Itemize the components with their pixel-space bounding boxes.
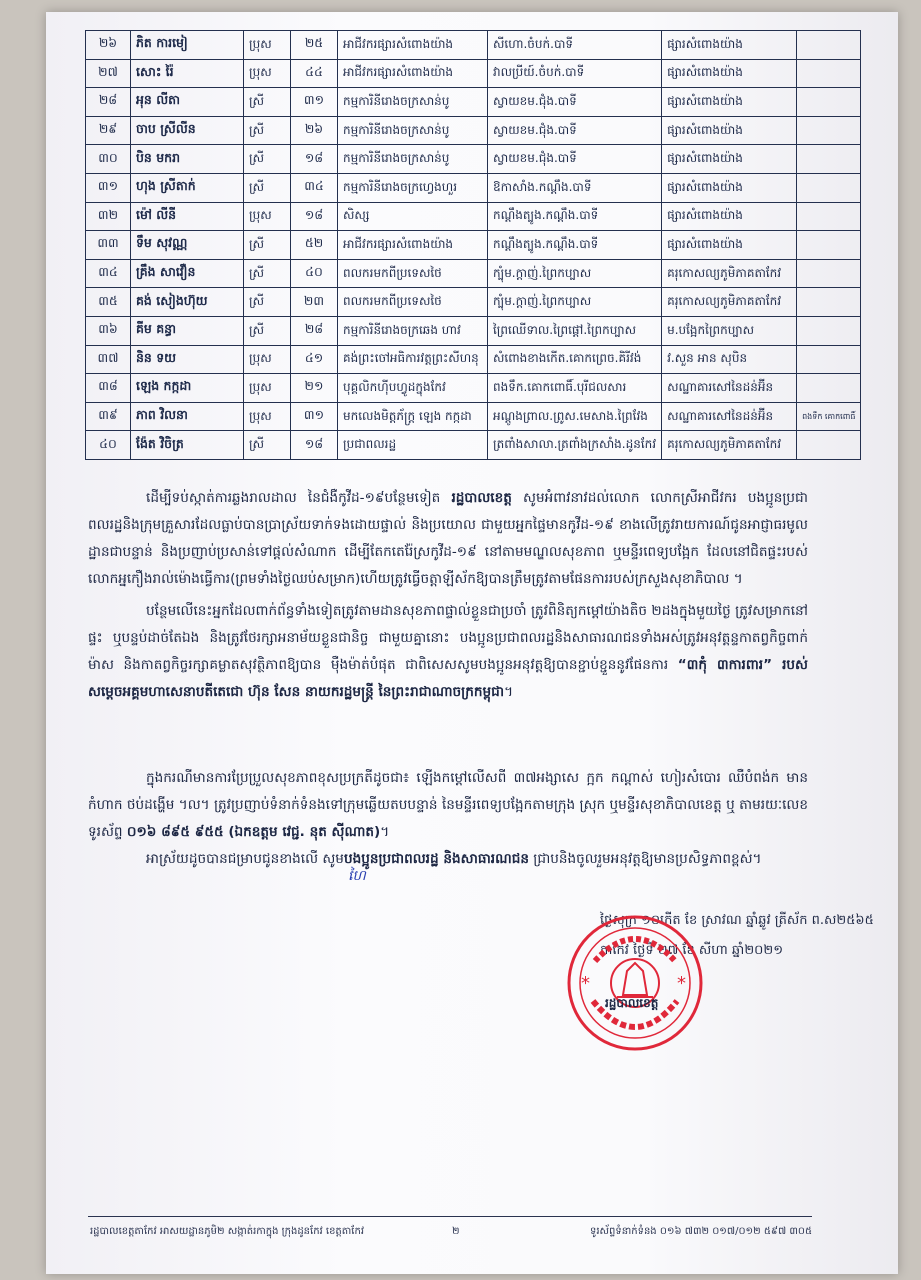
page-number: ២ bbox=[452, 1226, 460, 1237]
person-age: ២៨ bbox=[291, 316, 338, 345]
person-occupation: មកលេងមិត្តភ័ក្ដ្រ ឡេង កក្កដា bbox=[338, 402, 488, 431]
row-number: ៣៩ bbox=[86, 402, 131, 431]
row-number: ៣៧ bbox=[86, 345, 131, 374]
row-note bbox=[797, 288, 861, 317]
person-address: កណ្ដឹងត្បូង.កណ្ដឹង.បាទី bbox=[488, 202, 662, 231]
row-note bbox=[797, 345, 861, 374]
person-sex: ស្រី bbox=[244, 173, 291, 202]
isolation-place: ផ្សារសំពោងយ៉ាង bbox=[662, 173, 797, 202]
person-address: ក្បុំម.ក្ដាញ់.ព្រៃកប្បាស bbox=[488, 288, 662, 317]
row-note bbox=[797, 116, 861, 145]
person-occupation: កម្មការិនីរោងចក្រហ្វេងហួរ bbox=[338, 173, 488, 202]
paragraph-appeal: ដើម្បីទប់ស្កាត់ការឆ្លងរាលដាល នៃជំងឺកូវីដ-១៩បន្ថែមទៀត រដ្ឋបាលខេត្ត សូមអំពាវនាវដល់លោក លោកស្រីអាជីវករ បងប្អូនប្រជាពលរដ្ឋនិងក្រុមគ្រួសារដែលធ្លាប់បានប្រាស្រ័យទាក់ទងដោយផ្ទាល់ និងប្រយោល ជាមួយអ្នកផ្ទៃមានកូវីដ-១៩ ខាងលើត្រូវរាយការណ៍ជូនអាជ្ញាធរមូលដ្ឋានជាបន្ទាន់ និងប្រញាប់ប្រសាន់ទៅផ្ដល់សំណាក ដើម្បីតែកតេរ៉ែស្រកូវីដ-១៩ នៅតាមមណ្ឌលសុខភាព ឬមន្ទីរពេទ្យបង្អែក ដែលនៅជិតផ្ទះរបស់លោកអ្នកឿងរាល់ម៉ោងធ្វើការ(ព្រមទាំងថ្ងៃឈប់សម្រាក)ហើយត្រូវធ្វើចត្តាឡីស័កឱ្យបានត្រឹមត្រូវតាមផែនការរបស់ក្រសួងសុខាភិបាល ។ bbox=[88, 490, 808, 587]
person-sex: ស្រី bbox=[244, 88, 291, 117]
person-address: ត្រពាំងសាលា.ត្រពាំងក្រសាំង.ដូនកែវ bbox=[488, 431, 662, 460]
person-address: អណ្ដូងព្រាល.ព្រូស.មេសាង.ព្រៃវែង bbox=[488, 402, 662, 431]
signatory-title: រដ្ឋបាលខេត្ត bbox=[605, 996, 659, 1010]
row-number: ២៦ bbox=[86, 31, 131, 60]
person-address: កណ្ដឹងត្បូង.កណ្ដឹង.បាទី bbox=[488, 231, 662, 260]
person-sex: ប្រុស bbox=[244, 345, 291, 374]
row-number: ៤០ bbox=[86, 431, 131, 460]
isolation-place: ផ្សារសំពោងយ៉ាង bbox=[662, 231, 797, 260]
person-address: ឱកាសាំង.កណ្ដឹង.បាទី bbox=[488, 173, 662, 202]
isolation-place: គរុកោសល្យភូមិភាគតាកែវ bbox=[662, 431, 797, 460]
isolation-place: ផ្សារសំពោងយ៉ាង bbox=[662, 59, 797, 88]
row-number: ៣១ bbox=[86, 173, 131, 202]
svg-text:*: * bbox=[677, 973, 686, 994]
row-note bbox=[797, 374, 861, 403]
person-age: ២១ bbox=[291, 374, 338, 403]
person-occupation: ពលករមកពីប្រទេសថៃ bbox=[338, 288, 488, 317]
case-table bbox=[85, 30, 861, 460]
person-name: សោះ រ៉ៃ bbox=[131, 59, 244, 88]
official-seal bbox=[565, 913, 705, 1053]
person-age: ៣១ bbox=[291, 88, 338, 117]
person-sex: ប្រុស bbox=[244, 402, 291, 431]
row-number: ៣៤ bbox=[86, 259, 131, 288]
table-row bbox=[86, 259, 861, 288]
person-sex: ស្រី bbox=[244, 259, 291, 288]
paragraph-closing: អាស្រ័យដូចបានជម្រាបជូនខាងលើ សូមបងប្អូនប្រជាពលរដ្ឋ និងសាធារណជន ជ្រាបនិងចូលរួមអនុវត្តឱ្យមានប្រសិទ្ធភាពខ្ពស់។ bbox=[146, 851, 762, 867]
svg-text:*: * bbox=[581, 973, 590, 994]
isolation-place: ម.បង្អែកព្រៃកប្បាស bbox=[662, 316, 797, 345]
person-age: ១៨ bbox=[291, 202, 338, 231]
row-note bbox=[797, 88, 861, 117]
footer-phone: ទូរស័ព្ទទំនាក់ទំនង ០១៦ ៧៣២ ០១៧/០១២ ៥៩៧ ៣០៥ bbox=[590, 1226, 813, 1237]
person-address: ព្រៃឈើទាល.ព្រៃផ្ដៅ.ព្រៃកប្បាស bbox=[488, 316, 662, 345]
person-occupation: កម្មការិនីរោងចក្រសាន់បូ bbox=[338, 116, 488, 145]
person-age: ៤១ bbox=[291, 345, 338, 374]
person-occupation: កម្មការិនីរោងចក្រសាន់បូ bbox=[338, 88, 488, 117]
row-note bbox=[797, 202, 861, 231]
table-row bbox=[86, 31, 861, 60]
person-name: ទឹម សុវណ្ណ bbox=[131, 231, 244, 260]
person-occupation: គង់ព្រះចៅអធិការវត្តព្រះសីហនុ bbox=[338, 345, 488, 374]
person-name: ឡេង កក្កដា bbox=[131, 374, 244, 403]
table-row bbox=[86, 345, 861, 374]
row-note bbox=[797, 316, 861, 345]
person-sex: ស្រី bbox=[244, 316, 291, 345]
person-occupation: អាជីវករផ្សារសំពោងយ៉ាង bbox=[338, 31, 488, 60]
person-occupation: បុគ្គលិកហ៊ីបហ្វូដក្នុងកែវ bbox=[338, 374, 488, 403]
row-number: ៣៨ bbox=[86, 374, 131, 403]
person-age: ៣៤ bbox=[291, 173, 338, 202]
person-sex: ប្រុស bbox=[244, 202, 291, 231]
person-address: ស្វាយខម.ជុំង.បាទី bbox=[488, 145, 662, 174]
person-sex: ប្រុស bbox=[244, 374, 291, 403]
person-occupation: សិស្ស bbox=[338, 202, 488, 231]
person-name: ហុង ស្រីតាក់ bbox=[131, 173, 244, 202]
paragraph-symptoms: ក្នុងករណីមានការប្រែប្រួលសុខភាពខុសប្រក្រតីដូចជា៖ ឡើងកម្ដៅលើសពី ៣៧អង្សាសេ ក្អក កណ្ដាស់ ហៀរសំបោរ ឈឺបំពង់ក មានកំហាក ថប់ដង្ហើម ។ល។ ត្រូវប្រញាប់ទំនាក់ទំនងទៅក្រុមឆ្លើយតបបន្ទាន់ នៃមន្ទីរពេទ្យបង្អែកតាមក្រុង ស្រុក ឬមន្ទីរសុខាភិបាលខេត្ត ឬ តាមរយៈលេខទូរស័ព្ទ ០១៦ ៨៩៥ ៩៥៥ (ឯកឧត្ដម វេជ្ជ. នុត ស៊ីណាត)។ bbox=[88, 770, 808, 840]
person-address: ក្បុំម.ក្ដាញ់.ព្រៃកប្បាស bbox=[488, 259, 662, 288]
table-row bbox=[86, 145, 861, 174]
isolation-place: គរុកោសល្យភូមិភាគតាកែវ bbox=[662, 259, 797, 288]
table-row bbox=[86, 431, 861, 460]
row-note bbox=[797, 431, 861, 460]
person-occupation: អាជីវករផ្សារសំពោងយ៉ាង bbox=[338, 231, 488, 260]
person-occupation: កម្មការិនីរោងចក្រឆេង ហាវ bbox=[338, 316, 488, 345]
person-occupation: ពលករមកពីប្រទេសថៃ bbox=[338, 259, 488, 288]
isolation-place: ផ្សារសំពោងយ៉ាង bbox=[662, 145, 797, 174]
isolation-place: វ.សួន អាន សុបិន bbox=[662, 345, 797, 374]
person-age: ១៨ bbox=[291, 145, 338, 174]
isolation-place: សណ្ឋាគារសៅនៃដន់អ៊ីន bbox=[662, 402, 797, 431]
person-age: ៤៤ bbox=[291, 59, 338, 88]
table-row bbox=[86, 116, 861, 145]
row-number: ៣៦ bbox=[86, 316, 131, 345]
isolation-place: ផ្សារសំពោងយ៉ាង bbox=[662, 202, 797, 231]
isolation-place: ផ្សារសំពោងយ៉ាង bbox=[662, 116, 797, 145]
row-note bbox=[797, 259, 861, 288]
date-lunar: ថ្ងៃសុក្រ ១០កើត ខែ ស្រាវណ ឆ្នាំឆ្លូវ ត្រីស័ក ព.ស២៥៦៥ bbox=[600, 913, 874, 928]
person-age: ២៥ bbox=[291, 31, 338, 60]
person-name: គីម គន្ធា bbox=[131, 316, 244, 345]
row-note: ពងទឹក គោកពោធិ៍ bbox=[797, 402, 861, 431]
paragraph-measures: បន្ថែមលើនេះអ្នកដែលពាក់ព័ន្ធទាំងទៀតត្រូវតាមដានសុខភាពផ្ទាល់ខ្លួនជាប្រចាំ ត្រូវពិនិត្យកម្ដៅយ៉ាងតិច ២ដងក្នុងមួយថ្ងៃ ត្រូវសម្រាកនៅផ្ទះ ឬបន្ទប់ដាច់តែឯង និងត្រូវថែរក្សាអនាម័យខ្លួនជានិច្ច ជាមួយគ្នានោះ បងប្អូនប្រជាពលរដ្ឋនិងសាធារណជនទាំងអស់ត្រូវអនុវត្តន្ទកាតព្វកិច្ចពាក់ម៉ាស និងកាតព្វកិច្ចរក្សាគម្លាតសុវត្ថិភាពឱ្យបាន ម៉ឺងម៉ាត់បំផុត ជាពិសេសសូមបងប្អូនអនុវត្តឱ្យបានខ្ជាប់ខ្ជួននូវផែនការ “៣កុំ ៣ការពារ” របស់សម្ដេចអគ្គមហាសេនាបតីតេជោ ហ៊ុន សែន នាយករដ្ឋមន្ត្រី នៃព្រះរាជាណាចក្រកម្ពុជា។ bbox=[88, 603, 808, 700]
table-row bbox=[86, 173, 861, 202]
table-row bbox=[86, 88, 861, 117]
row-number: ៣៣ bbox=[86, 231, 131, 260]
person-age: ១៨ bbox=[291, 431, 338, 460]
row-number: ២៩ bbox=[86, 116, 131, 145]
person-sex: ស្រី bbox=[244, 288, 291, 317]
person-age: ៥២ bbox=[291, 231, 338, 260]
person-name: ភាព វិលនា bbox=[131, 402, 244, 431]
person-address: សំពោងខាងកើត.គោកព្រេច.គិរីវង់ bbox=[488, 345, 662, 374]
person-name: និន ទយ bbox=[131, 345, 244, 374]
row-number: ២៧ bbox=[86, 59, 131, 88]
person-name: ចាប ស្រីលីន bbox=[131, 116, 244, 145]
person-age: ៤០ bbox=[291, 259, 338, 288]
person-name: អុន លីតា bbox=[131, 88, 244, 117]
person-age: ២៦ bbox=[291, 116, 338, 145]
person-occupation: អាជីវករផ្សារសំពោងយ៉ាង bbox=[338, 59, 488, 88]
row-note bbox=[797, 145, 861, 174]
person-name: ង៉ែត វិចិត្រ bbox=[131, 431, 244, 460]
table-row bbox=[86, 288, 861, 317]
table-row bbox=[86, 59, 861, 88]
row-number: ២៨ bbox=[86, 88, 131, 117]
person-name: គង់ សៀងហ៊ុយ bbox=[131, 288, 244, 317]
person-age: ២៣ bbox=[291, 288, 338, 317]
person-name: ភិត ការមៀ bbox=[131, 31, 244, 60]
person-sex: ប្រុស bbox=[244, 59, 291, 88]
person-address: ពងទឹក.គោកពោធិ៍.បុរីជលសារ bbox=[488, 374, 662, 403]
person-occupation: កម្មការិនីរោងចក្រសាន់បូ bbox=[338, 145, 488, 174]
table-row bbox=[86, 202, 861, 231]
isolation-place: សណ្ឋាគារសៅនៃដន់អ៊ីន bbox=[662, 374, 797, 403]
row-note bbox=[797, 31, 861, 60]
row-note bbox=[797, 173, 861, 202]
person-name: គ្រឹង សាវឿន bbox=[131, 259, 244, 288]
isolation-place: ផ្សារសំពោងយ៉ាង bbox=[662, 31, 797, 60]
person-name: ម៉ៅ លីនី bbox=[131, 202, 244, 231]
footer-address: រដ្ឋបាលខេត្តតាកែវ អាសយដ្ឋានភូមិ២ សង្កាត់រកាក្នុង ក្រុងដូនកែវ ខេត្តតាកែវ bbox=[90, 1226, 364, 1237]
isolation-place: ផ្សារសំពោងយ៉ាង bbox=[662, 88, 797, 117]
person-sex: ស្រី bbox=[244, 431, 291, 460]
footer-divider bbox=[88, 1216, 812, 1217]
person-address: សីហោ.ចំបក់.បាទី bbox=[488, 31, 662, 60]
row-number: ៣២ bbox=[86, 202, 131, 231]
handwritten-initial: ហៃ bbox=[348, 868, 366, 884]
person-sex: ស្រី bbox=[244, 231, 291, 260]
person-name: បិន មករា bbox=[131, 145, 244, 174]
isolation-place: គរុកោសល្យភូមិភាគតាកែវ bbox=[662, 288, 797, 317]
person-sex: ស្រី bbox=[244, 116, 291, 145]
date-solar: តាកែវ ថ្ងៃទី ២៧ ខែ សីហា ឆ្នាំ២០២១ bbox=[600, 943, 784, 958]
row-number: ៣៥ bbox=[86, 288, 131, 317]
person-sex: ស្រី bbox=[244, 145, 291, 174]
person-address: វាលប្រីយ៍.ចំបក់.បាទី bbox=[488, 59, 662, 88]
row-number: ៣០ bbox=[86, 145, 131, 174]
person-age: ៣១ bbox=[291, 402, 338, 431]
person-occupation: ប្រជាពលរដ្ឋ bbox=[338, 431, 488, 460]
person-address: ស្វាយខម.ជុំង.បាទី bbox=[488, 116, 662, 145]
row-note bbox=[797, 231, 861, 260]
table-row bbox=[86, 374, 861, 403]
row-note bbox=[797, 59, 861, 88]
person-sex: ប្រុស bbox=[244, 31, 291, 60]
person-address: ស្វាយខម.ជុំង.បាទី bbox=[488, 88, 662, 117]
table-row bbox=[86, 316, 861, 345]
table-row bbox=[86, 231, 861, 260]
table-row bbox=[86, 402, 861, 431]
